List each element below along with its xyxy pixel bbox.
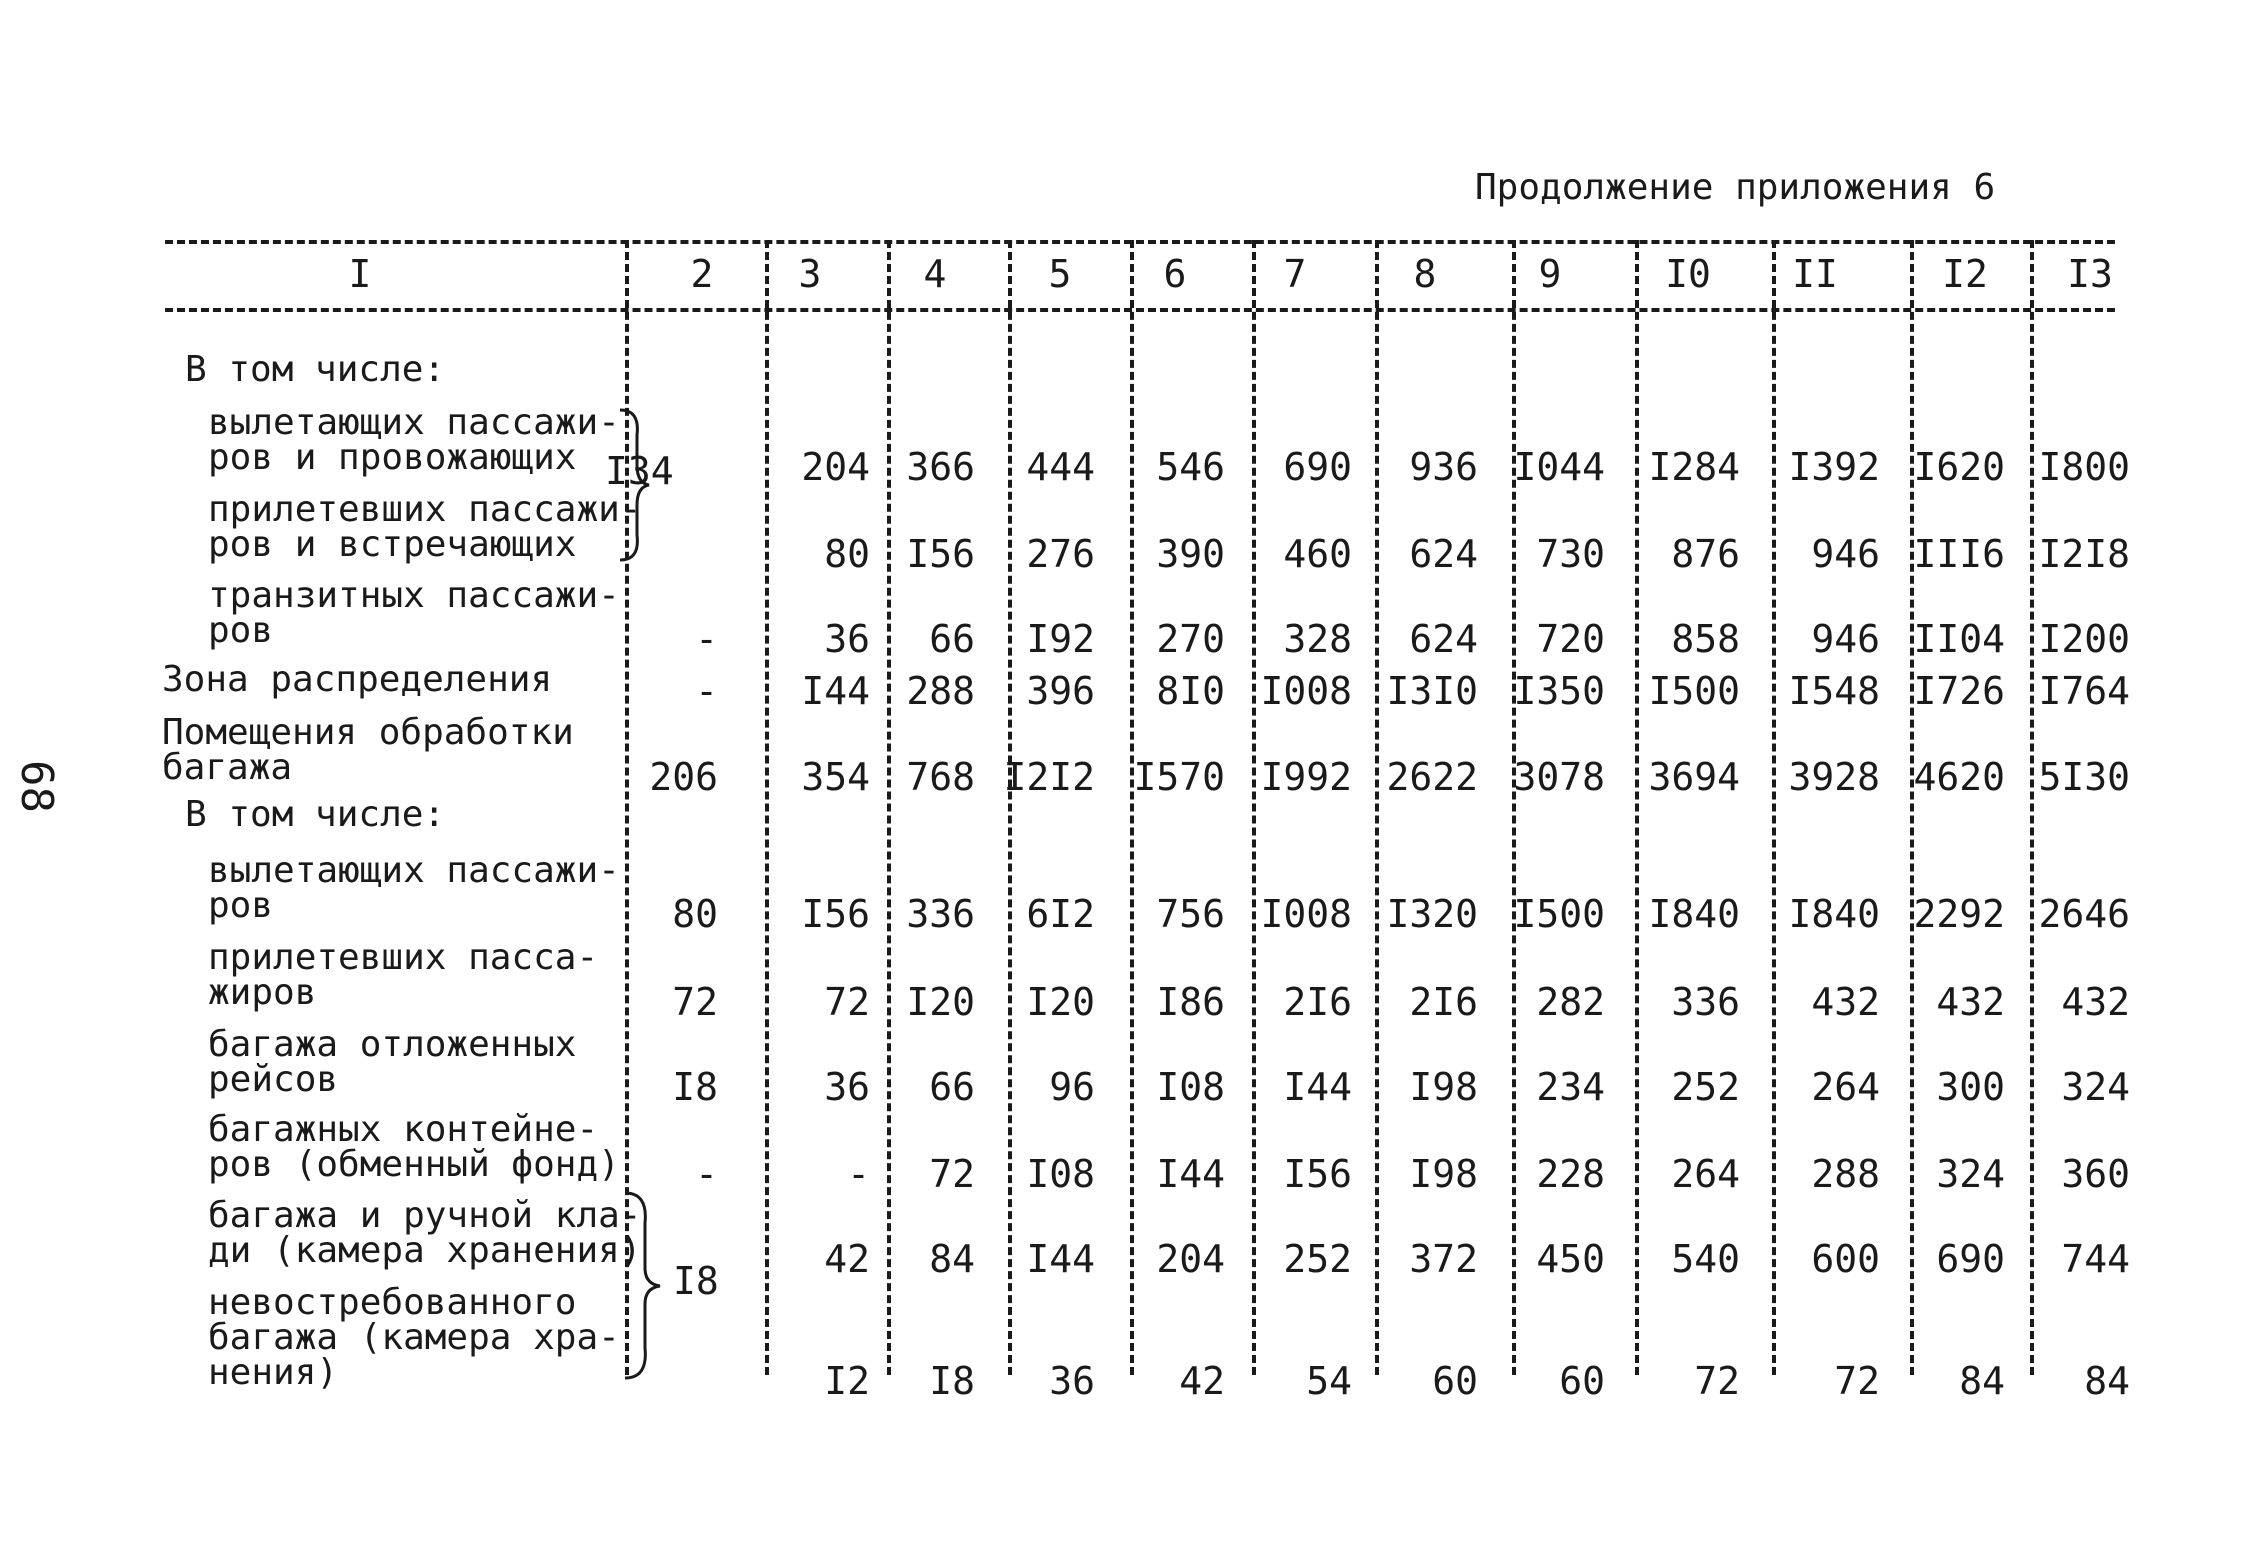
page-number: 68 [11,760,62,813]
table-cell: 324 [2061,1065,2130,1109]
table-cell: 876 [1671,532,1740,576]
table-cell: 80 [824,532,870,576]
table-cell: I08 [1026,1152,1095,1196]
table-cell: 234 [1536,1065,1605,1109]
row-label: невостребованного [208,1282,577,1323]
table-cell: 360 [2061,1152,2130,1196]
table-cell: 946 [1811,617,1880,661]
column-divider [1252,240,1256,1375]
table-cell: I86 [1156,980,1225,1024]
table-cell: I56 [906,532,975,576]
row-label: прилетевших пасса- [208,937,599,978]
table-cell: I548 [1788,669,1880,713]
table-cell: I44 [801,669,870,713]
table-cell: I320 [1386,892,1478,936]
table-cell: 276 [1026,532,1095,576]
table-cell: 60 [1432,1359,1478,1403]
table-cell: 264 [1811,1065,1880,1109]
brace-icon [615,405,655,565]
table-cell: I570 [1133,755,1225,799]
table-cell: I44 [1283,1065,1352,1109]
table-cell: 5I30 [2038,755,2130,799]
table-cell: I284 [1648,445,1740,489]
table-cell: III6 [1913,532,2005,576]
table-cell: 2292 [1913,892,2005,936]
table-cell: 600 [1811,1237,1880,1281]
table-cell: - [695,669,718,713]
table-cell: 206 [649,755,718,799]
header-col-1: I [348,252,372,296]
table-cell: 72 [1694,1359,1740,1403]
table-cell: 264 [1671,1152,1740,1196]
table-cell: 84 [1959,1359,2005,1403]
row-label: багажа отложенных [208,1024,577,1065]
table-cell: - [847,1152,870,1196]
table-cell: 3078 [1513,755,1605,799]
table-cell: I98 [1409,1152,1478,1196]
row-label: вылетающих пассажи- [208,402,620,443]
table-cell: 282 [1536,980,1605,1024]
table-cell: 936 [1409,445,1478,489]
table-cell: 444 [1026,445,1095,489]
table-cell: 84 [929,1237,975,1281]
table-cell: 366 [906,445,975,489]
header-col-3: 3 [798,252,822,296]
table-cell: I500 [1513,892,1605,936]
table-cell: I840 [1788,892,1880,936]
table-cell: 42 [824,1237,870,1281]
table-cell: 2I6 [1409,980,1478,1024]
table-cell: I8 [929,1359,975,1403]
header-col-2: 2 [690,252,714,296]
table-cell: I840 [1648,892,1740,936]
table-cell: 858 [1671,617,1740,661]
row-label: В том числе: [185,794,446,835]
column-divider [887,240,891,1375]
header-col-6: 6 [1163,252,1187,296]
table-cell: 328 [1283,617,1352,661]
header-col-10: I0 [1665,252,1711,296]
table-cell: I92 [1026,617,1095,661]
table-cell: 96 [1049,1065,1095,1109]
table-cell: 744 [2061,1237,2130,1281]
table-cell: I2I8 [2038,532,2130,576]
table-cell: 4620 [1913,755,2005,799]
table-cell: 72 [672,980,718,1024]
table-cell: 252 [1671,1065,1740,1109]
table-cell: 36 [824,617,870,661]
row-label: транзитных пассажи- [208,575,620,616]
table-cell: I764 [2038,669,2130,713]
table-cell: I2 [824,1359,870,1403]
column-divider [1375,240,1379,1375]
table-header-rule [165,308,2115,312]
table-cell: I08 [1156,1065,1225,1109]
header-col-11: II [1792,252,1838,296]
table-cell: 288 [906,669,975,713]
table-cell: 3694 [1648,755,1740,799]
table-cell: 300 [1936,1065,2005,1109]
header-col-7: 7 [1283,252,1307,296]
table-cell: 460 [1283,532,1352,576]
table-cell: 432 [1811,980,1880,1024]
column-divider [1130,240,1134,1375]
table-cell: 270 [1156,617,1225,661]
table-cell: I44 [1156,1152,1225,1196]
table-cell: 36 [1049,1359,1095,1403]
header-col-8: 8 [1413,252,1437,296]
table-cell: I98 [1409,1065,1478,1109]
table-cell: I8 [672,1065,718,1109]
table-cell: I350 [1513,669,1605,713]
table-cell: I44 [1026,1237,1095,1281]
table-cell: I620 [1913,445,2005,489]
header-col-9: 9 [1538,252,1562,296]
merged-cell: I34 [605,449,674,493]
table-cell: 54 [1306,1359,1352,1403]
table-cell: I008 [1260,669,1352,713]
table-cell: 690 [1936,1237,2005,1281]
header-col-5: 5 [1048,252,1072,296]
header-col-12: I2 [1942,252,1988,296]
column-divider [2030,240,2034,1375]
table-cell: I392 [1788,445,1880,489]
table-cell: 36 [824,1065,870,1109]
row-label: Помещения обработки [162,712,574,753]
table-cell: 204 [801,445,870,489]
table-cell: 228 [1536,1152,1605,1196]
column-divider [1512,240,1516,1375]
table-cell: 720 [1536,617,1605,661]
row-label: В том числе: [185,349,446,390]
table-cell: I726 [1913,669,2005,713]
table-cell: 204 [1156,1237,1225,1281]
table-cell: 72 [1834,1359,1880,1403]
row-label: вылетающих пассажи- [208,850,620,891]
row-label: ров и встречающих [208,524,577,565]
table-cell: I500 [1648,669,1740,713]
table-cell: 8I0 [1156,669,1225,713]
table-cell: I2I2 [1003,755,1095,799]
table-cell: 546 [1156,445,1225,489]
table-cell: 3928 [1788,755,1880,799]
table-cell: 2622 [1386,755,1478,799]
caption: Продолжение приложения 6 [1475,167,1996,208]
table-cell: - [695,617,718,661]
table-cell: 66 [929,617,975,661]
table-cell: 450 [1536,1237,1605,1281]
table-cell: 2I6 [1283,980,1352,1024]
table-cell: 66 [929,1065,975,1109]
table-cell: I20 [1026,980,1095,1024]
table-cell: 624 [1409,617,1478,661]
header-col-13: I3 [2067,252,2113,296]
table-cell: 72 [824,980,870,1024]
row-label: Зона распределения [162,659,553,700]
row-label: багажа (камера хра- [208,1317,620,1358]
table-cell: I20 [906,980,975,1024]
column-divider [1910,240,1914,1375]
table-cell: 42 [1179,1359,1225,1403]
table-cell: 84 [2084,1359,2130,1403]
table-cell: 324 [1936,1152,2005,1196]
row-label: ров [208,885,274,926]
table-cell: 690 [1283,445,1352,489]
brace-icon [620,1188,666,1383]
table-cell: - [695,1152,718,1196]
table-cell: I3I0 [1386,669,1478,713]
table-cell: I56 [1283,1152,1352,1196]
table-cell: 730 [1536,532,1605,576]
table-cell: II04 [1913,617,2005,661]
table-cell: 624 [1409,532,1478,576]
row-label: жиров [208,972,317,1013]
table-cell: 336 [906,892,975,936]
row-label: багажных контейне- [208,1109,599,1150]
row-label: рейсов [208,1059,339,1100]
merged-cell: I8 [673,1259,719,1303]
row-label: нения) [208,1352,339,1393]
row-label: багажа и ручной кла- [208,1195,642,1236]
table-cell: 354 [801,755,870,799]
table-cell: 432 [2061,980,2130,1024]
table-cell: I800 [2038,445,2130,489]
table-cell: 540 [1671,1237,1740,1281]
table-cell: 768 [906,755,975,799]
table-cell: 390 [1156,532,1225,576]
table-cell: I008 [1260,892,1352,936]
column-divider [1772,240,1776,1375]
row-label: ров и провожающих [208,437,577,478]
row-label: прилетевших пассажи- [208,489,642,530]
table-cell: 6I2 [1026,892,1095,936]
table-cell: 946 [1811,532,1880,576]
table-cell: I200 [2038,617,2130,661]
table-cell: I992 [1260,755,1352,799]
table-cell: 372 [1409,1237,1478,1281]
column-divider [765,240,769,1375]
table-cell: 396 [1026,669,1095,713]
row-label: ров [208,610,274,651]
table-cell: 756 [1156,892,1225,936]
table-top-rule [165,240,2115,244]
row-label: ди (камера хранения) [208,1230,642,1271]
table-cell: 60 [1559,1359,1605,1403]
column-divider [1008,240,1012,1375]
table-cell: 2646 [2038,892,2130,936]
table-cell: I56 [801,892,870,936]
row-label: ров (обменный фонд) [208,1144,620,1185]
row-label: багажа [162,747,293,788]
table-cell: 432 [1936,980,2005,1024]
table-cell: 72 [929,1152,975,1196]
column-divider [1635,240,1639,1375]
table-cell: 80 [672,892,718,936]
header-col-4: 4 [923,252,947,296]
table-cell: 288 [1811,1152,1880,1196]
table-cell: 252 [1283,1237,1352,1281]
table-cell: 336 [1671,980,1740,1024]
table-cell: I044 [1513,445,1605,489]
